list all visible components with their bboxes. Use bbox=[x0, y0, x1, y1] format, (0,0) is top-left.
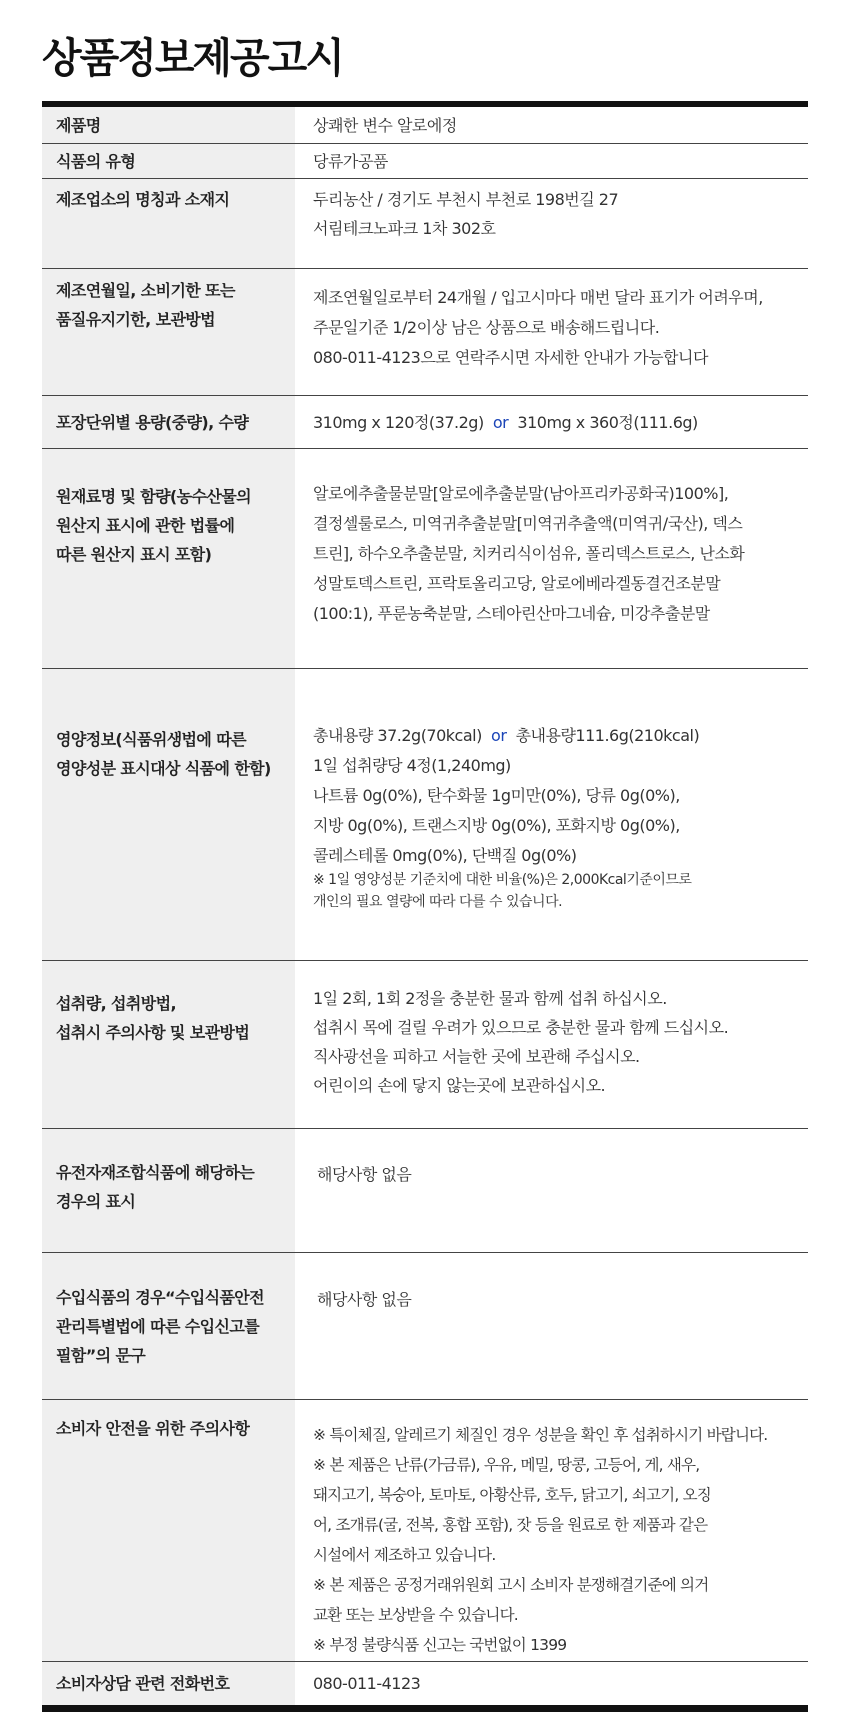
row-consumer-safety bbox=[42, 1400, 808, 1662]
row-label: 소비자상담 관련 전화번호 bbox=[56, 1674, 230, 1693]
page-title: 상품정보제공고시 bbox=[42, 34, 343, 82]
nutrition-values: 1일 섭취량당 4정(1,240mg) 나트륨 0g(0%), 탄수화물 1g미만(0%), 당류 0g(0%), 지방 0g(0%), 트랜스지방 0g(0%), 포화지방 0g(0%), 콜레스테롤 0mg(0%), 단백질 0g(0%) bbox=[313, 756, 680, 865]
row-phone bbox=[42, 1662, 808, 1705]
row-label: 제조연월일, 소비기한 또는 품질유지기한, 보관방법 bbox=[56, 281, 235, 329]
row-ingredients bbox=[42, 449, 808, 669]
row-label: 제조업소의 명칭과 소재지 bbox=[56, 190, 230, 209]
row-gmo bbox=[42, 1129, 808, 1253]
row-value: 두리농산 / 경기도 부천시 부천로 198번길 27 서림테크노파크 1차 302호 bbox=[313, 190, 619, 238]
row-value: 제조연월일로부터 24개월 / 입고시마다 매번 달라 표기가 어려우며, 주문일기준 1/2이상 남은 상품으로 배송해드립니다. 080-011-4123으로 연락주시면 자세한 안내가 가능합니다 bbox=[313, 288, 763, 367]
row-value: 당류가공품 bbox=[313, 152, 388, 171]
row-value: 상쾌한 변수 알로에정 bbox=[313, 116, 457, 135]
row-label: 수입식품의 경우“수입식품안전 관리특별법에 따른 수입신고를 필함”의 문구 bbox=[56, 1288, 265, 1365]
row-label: 섭취량, 섭취방법, 섭취시 주의사항 및 보관방법 bbox=[56, 994, 250, 1042]
row-value: 080-011-4123 bbox=[313, 1674, 421, 1693]
row-value bbox=[313, 408, 806, 437]
row-intake bbox=[42, 961, 808, 1129]
row-import bbox=[42, 1253, 808, 1400]
package-large: 310mg x 360정(111.6g) bbox=[517, 413, 698, 432]
row-value: 1일 2회, 1회 2정을 충분한 물과 함께 섭취 하십시오. 섭취시 목에 걸릴 우려가 있으므로 충분한 물과 함께 드십시오. 직사광선을 피하고 서늘한 곳에 보관해 주십시오. 어린이의 손에 닿지 않는곳에 보관하십시오. bbox=[313, 989, 729, 1095]
bottom-divider bbox=[42, 1705, 808, 1712]
row-value: 알로에추출물분말[알로에추출분말(남아프리카공화국)100%], 결정셀룰로스, 미역귀추출분말[미역귀추출액(미역귀/국산), 덱스 트린], 하수오추출분말, 치커리식이섬유, 폴리덱스트로스, 난소화 성말토덱스트린, 프락토올리고당, 알로에베라겔동결건조분말 (100:1), 푸룬농축분말, 스테아린산마그네슘, 미강추출분말 bbox=[313, 484, 745, 623]
row-value: 해당사항 없음 bbox=[317, 1290, 412, 1309]
row-value: ※ 특이체질, 알레르기 체질인 경우 성분을 확인 후 섭취하시기 바랍니다. ※ 본 제품은 난류(가금류), 우유, 메밀, 땅콩, 고등어, 게, 새우, 돼지고기, 복숭아, 토마토, 아황산류, 호두, 닭고기, 쇠고기, 오징 어, 조개류(굴, 전복, 홍합 포함), 잣 등을 원료로 한 제품과 같은 시설에서 제조하고 있습니다. ※ 본 제품은 공정거래위원회 고시 소비자 분쟁해결기준에 의거 교환 또는 보상받을 수 있습니다. ※ 부정 불량식품 신고는 국번없이 1399 bbox=[313, 1426, 768, 1654]
nutrition-total: 총내용량 37.2g(70kcal) or 총내용량111.6g(210kcal) bbox=[313, 726, 700, 745]
row-label: 제품명 bbox=[56, 116, 101, 135]
package-small: 310mg x 120정(37.2g) bbox=[313, 413, 484, 432]
info-table bbox=[42, 107, 808, 1705]
row-package bbox=[42, 396, 808, 449]
row-label: 포장단위별 용량(중량), 수량 bbox=[56, 413, 249, 432]
row-label: 식품의 유형 bbox=[56, 152, 136, 171]
row-label: 소비자 안전을 위한 주의사항 bbox=[56, 1419, 250, 1438]
row-value: 해당사항 없음 bbox=[317, 1165, 412, 1184]
or-separator: or bbox=[491, 726, 507, 745]
nutrition-note: ※ 1일 영양성분 기준치에 대한 비율(%)은 2,000Kcal기준이므로 개인의 필요 열량에 따라 다를 수 있습니다. bbox=[313, 872, 692, 910]
row-manufacturer bbox=[42, 179, 808, 269]
or-separator: or bbox=[492, 413, 509, 432]
row-dates-storage bbox=[42, 269, 808, 396]
row-product-name bbox=[42, 107, 808, 144]
row-label: 원재료명 및 함량(농수산물의 원산지 표시에 관한 법률에 따른 원산지 표시 포함) bbox=[56, 487, 251, 564]
row-food-type bbox=[42, 144, 808, 179]
row-nutrition bbox=[42, 669, 808, 961]
row-label: 영양정보(식품위생법에 따른 영양성분 표시대상 식품에 한함) bbox=[56, 730, 271, 778]
row-label: 유전자재조합식품에 해당하는 경우의 표시 bbox=[56, 1163, 255, 1211]
